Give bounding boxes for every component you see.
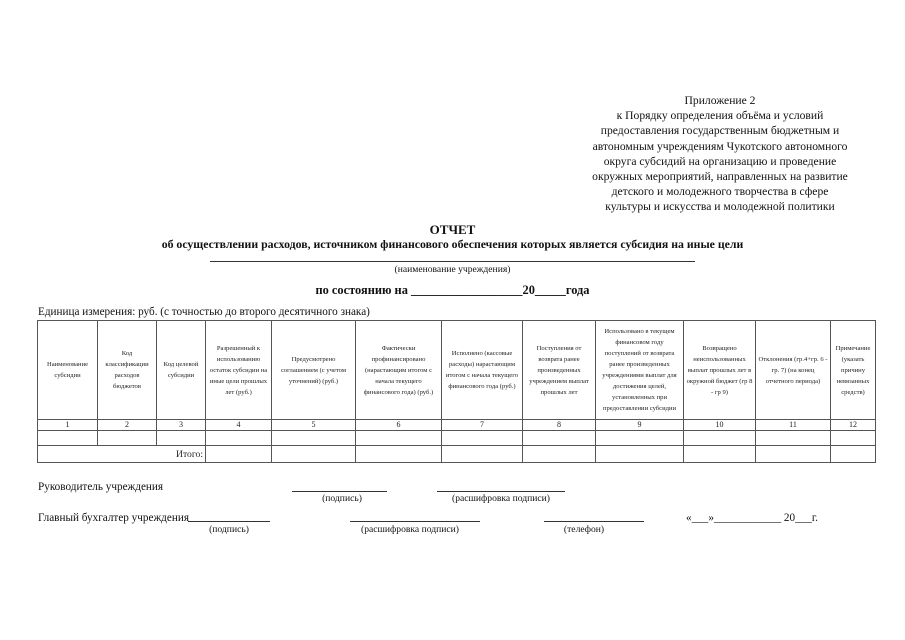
column-header: Код целевой субсидии <box>157 321 206 420</box>
appendix-line: окружных мероприятий, направленных на развитие <box>592 170 848 184</box>
as-of-date: по состоянию на __________________20_____года <box>315 283 590 297</box>
accountant-decode-caption: (расшифровка подписи) <box>361 524 459 535</box>
table-cell[interactable] <box>356 446 442 463</box>
column-header: Отклонения (гр.4+гр. 6 - гр. 7) (на конец отчетного периода) <box>756 321 831 420</box>
total-row <box>38 446 876 463</box>
table-cell[interactable] <box>684 431 756 446</box>
head-label: Руководитель учреждения <box>38 481 164 493</box>
head-decode-caption: (расшифровка подписи) <box>452 493 550 504</box>
table-cell[interactable] <box>831 446 876 463</box>
table-cell[interactable] <box>523 431 596 446</box>
appendix-line: культуры и искусства и молодежной политики <box>605 200 835 214</box>
accountant-signature-caption: (подпись) <box>209 524 249 535</box>
column-number: 2 <box>98 420 157 431</box>
total-label: Итого: <box>38 446 206 463</box>
table-header-row <box>38 321 876 420</box>
appendix-line: предоставления государственным бюджетным и <box>600 124 840 138</box>
column-number: 12 <box>831 420 876 431</box>
column-header: Поступления от возврата ранее произведенных учреждением выплат прошлых лет <box>523 321 596 420</box>
table-row <box>38 431 876 446</box>
column-header: Исполнено (кассовые расходы) нарастающим итогом с начала текущего финансового года (руб.) <box>442 321 523 420</box>
table-cell[interactable] <box>442 446 523 463</box>
column-number: 9 <box>596 420 684 431</box>
column-number: 5 <box>272 420 356 431</box>
institution-name-line[interactable] <box>210 261 695 262</box>
table-cell[interactable] <box>206 431 272 446</box>
column-header: Использовано в текущем финансовом году поступлений от возврата ранее произведенных учреждениями выплат для достижения целей, установленных при предоставлении субсидии <box>596 321 684 420</box>
unit-of-measure: Единица измерения: руб. (с точностью до второго десятичного знака) <box>38 306 370 318</box>
appendix-line: автономным учреждениям Чукотского автономного <box>592 139 848 153</box>
column-header: Наименование субсидии <box>38 321 98 420</box>
table-cell[interactable] <box>523 446 596 463</box>
column-number: 8 <box>523 420 596 431</box>
table-cell[interactable] <box>98 431 157 446</box>
appendix-line: детского и молодежного творчества в сфере <box>611 185 829 199</box>
table-cell[interactable] <box>157 431 206 446</box>
table-cell[interactable] <box>831 431 876 446</box>
column-number: 3 <box>157 420 206 431</box>
table-cell[interactable] <box>684 446 756 463</box>
column-header: Разрешенный к использованию остаток субсидии на иные цели прошлых лет (руб.) <box>206 321 272 420</box>
report-title: ОТЧЕТ <box>429 222 476 237</box>
column-header: Предусмотрено соглашением (с учетом уточнений) (руб.) <box>272 321 356 420</box>
appendix-line: к Порядку определения объёма и условий <box>616 109 824 123</box>
table-cell[interactable] <box>756 431 831 446</box>
column-header: Примечание (указать причину невязанных средств) <box>831 321 876 420</box>
table-cell[interactable] <box>442 431 523 446</box>
table-cell[interactable] <box>756 446 831 463</box>
table-cell[interactable] <box>272 446 356 463</box>
head-signature-caption: (подпись) <box>322 493 362 504</box>
column-number: 7 <box>442 420 523 431</box>
table-cell[interactable] <box>38 431 98 446</box>
table-cell[interactable] <box>206 446 272 463</box>
accountant-label: Главный бухгалтер учреждения <box>38 512 189 524</box>
accountant-decode-line[interactable] <box>350 521 480 522</box>
table-cell[interactable] <box>596 431 684 446</box>
column-header: Возвращено неиспользованных выплат прошлых лет в окружной бюджет (гр 8 - гр 9) <box>684 321 756 420</box>
table-cell[interactable] <box>596 446 684 463</box>
column-number: 11 <box>756 420 831 431</box>
head-signature-line[interactable] <box>292 491 387 492</box>
column-number-row <box>38 420 876 431</box>
column-number: 1 <box>38 420 98 431</box>
date-field[interactable]: «___»____________ 20___г. <box>686 512 818 524</box>
column-header: Код классификации расходов бюджетов <box>98 321 157 420</box>
head-decode-line[interactable] <box>437 491 565 492</box>
column-number: 6 <box>356 420 442 431</box>
report-subtitle: об осуществлении расходов, источником финансового обеспечения которых является субсидия на иные цели <box>161 237 744 251</box>
phone-caption: (телефон) <box>563 524 605 535</box>
column-number: 4 <box>206 420 272 431</box>
appendix-line: округа субсидий на организацию и проведение <box>603 154 837 168</box>
accountant-signature-line[interactable] <box>188 521 270 522</box>
phone-line[interactable] <box>544 521 644 522</box>
column-number: 10 <box>684 420 756 431</box>
report-table <box>37 320 876 463</box>
institution-caption: (наименование учреждения) <box>394 264 511 275</box>
column-header: Фактически профинансировано (нарастающим итогом с начала текущего финансового года) (руб.) <box>356 321 442 420</box>
table-cell[interactable] <box>272 431 356 446</box>
appendix-line: Приложение 2 <box>684 94 756 107</box>
appendix-block <box>560 93 880 215</box>
table-cell[interactable] <box>356 431 442 446</box>
